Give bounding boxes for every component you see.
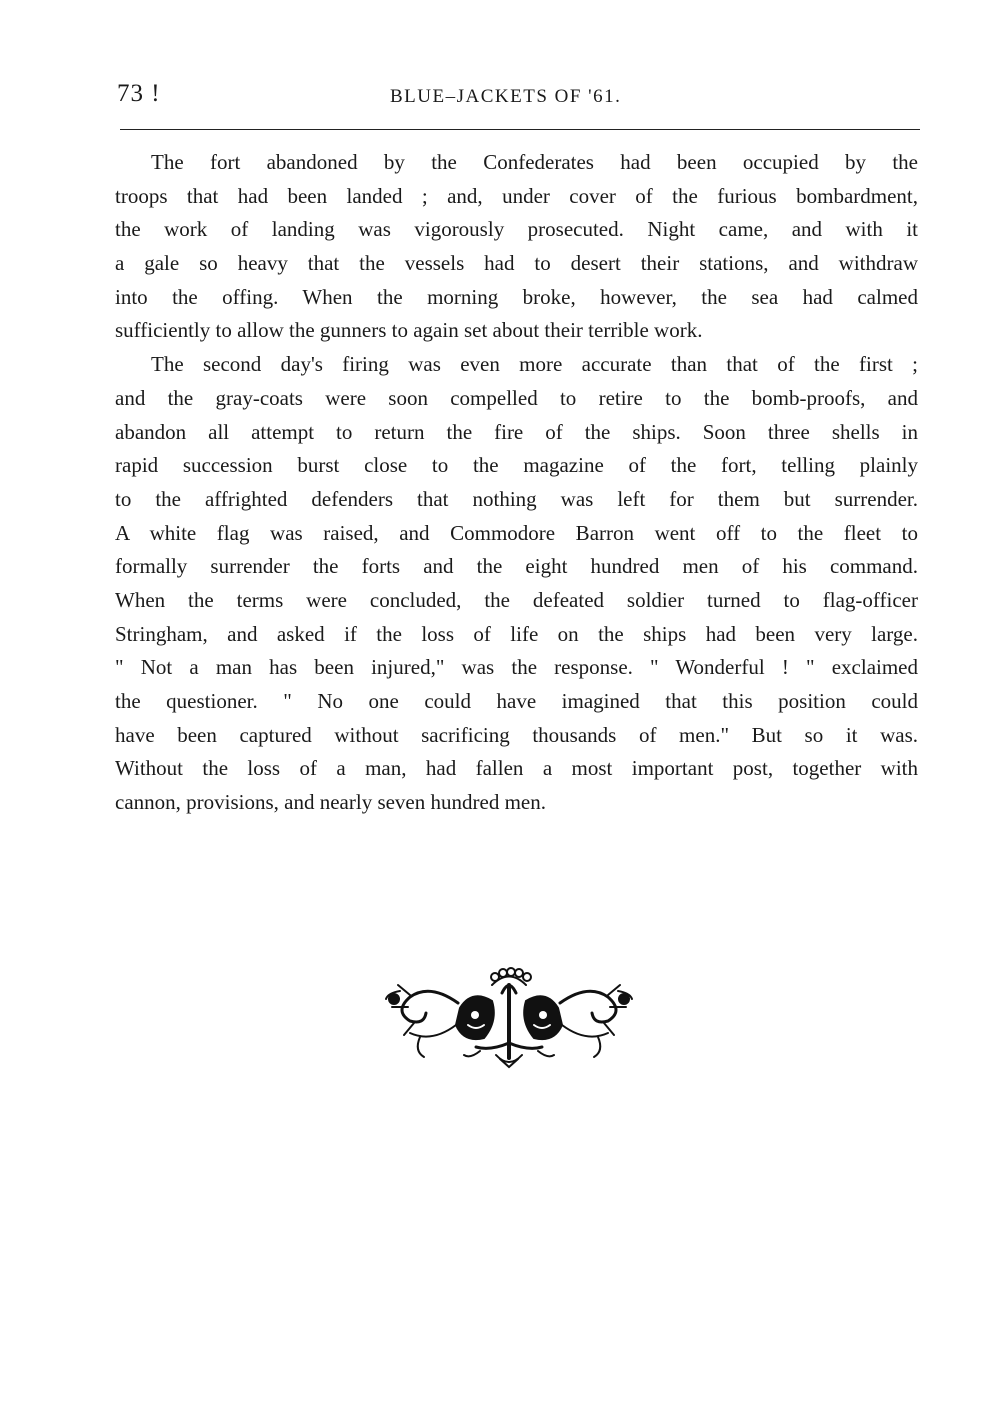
paragraph-1 — [115, 146, 918, 348]
text-line: have been captured without sacrificing thousands of men." But so it was. — [115, 722, 918, 747]
paragraph-2 — [115, 348, 918, 820]
page-number: 73 ! — [117, 80, 161, 107]
text-line: " Not a man has been injured," was the response. " Wonderful ! " exclaimed — [115, 655, 918, 680]
text-line: Stringham, and asked if the loss of life on the ships had been very large. — [115, 621, 918, 646]
text-line: cannon, provisions, and nearly seven hundred men. — [115, 790, 546, 815]
text-line: to the affrighted defenders that nothing was left for them but surrender. — [115, 486, 918, 511]
text-line: sufficiently to allow the gunners to again set about their terrible work. — [115, 318, 703, 343]
text-line: a gale so heavy that the vessels had to desert their stations, and withdraw — [115, 251, 918, 276]
text-line: The second day's firing was even more accurate than that of the first ; — [151, 352, 918, 377]
text-line: into the offing. When the morning broke, however, the sea had calmed — [115, 284, 918, 309]
header-rule — [120, 129, 920, 130]
text-line: the work of landing was vigorously prosecuted. Night came, and with it — [115, 217, 918, 242]
body-text — [115, 146, 918, 820]
text-line: and the gray-coats were soon compelled to retire to the bomb-proofs, and — [115, 385, 918, 410]
text-line: abandon all attempt to return the fire of the ships. Soon three shells in — [115, 419, 918, 444]
text-line: the questioner. " No one could have imagined that this position could — [115, 689, 918, 713]
text-line: Without the loss of a man, had fallen a most important post, together with — [115, 756, 918, 781]
text-line: When the terms were concluded, the defeated soldier turned to flag-officer — [115, 587, 918, 612]
text-line: formally surrender the forts and the eight hundred men of his command. — [115, 554, 918, 579]
text-line: A white flag was raised, and Commodore Barron went off to the fleet to — [115, 520, 918, 545]
running-head: BLUE–JACKETS OF '61. — [390, 86, 622, 107]
text-line: The fort abandoned by the Confederates had been occupied by the — [151, 150, 918, 174]
text-line: troops that had been landed ; and, under cover of the furious bombardment, — [115, 183, 918, 208]
text-line: rapid succession burst close to the magazine of the fort, telling plainly — [115, 453, 918, 478]
floral-tailpiece-icon — [380, 963, 638, 1071]
